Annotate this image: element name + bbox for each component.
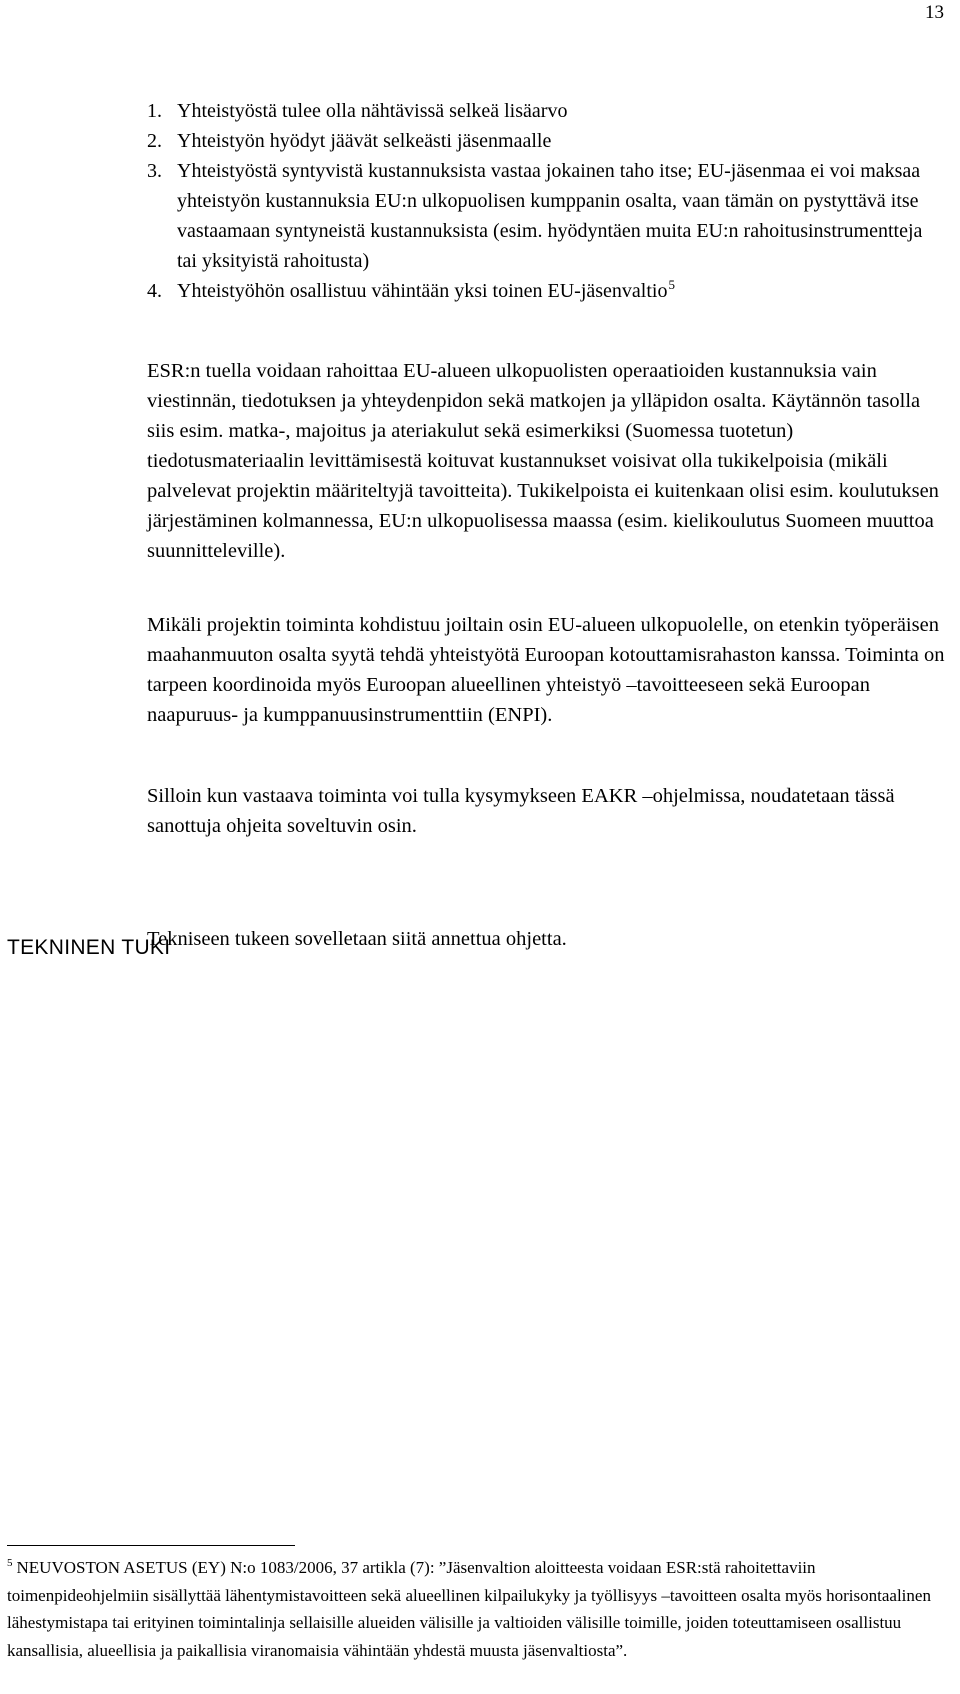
section-text: Tekniseen tukeen sovelletaan siitä annettua ohjetta. bbox=[147, 928, 567, 950]
list-item-number: 1. bbox=[147, 100, 162, 122]
list-item bbox=[147, 276, 947, 306]
footnote-marker: 5 bbox=[7, 1557, 13, 1570]
paragraph-esr-funding: ESR:n tuella voidaan rahoittaa EU-alueen ulkopuolisten operaatioiden kustannuksia vain viestinnän, tiedotuksen ja yhteydenpidon sekä matkojen ja ylläpidon osalta. Käytännön tasolla siis esim. matka-, majoitus ja ateriakulut sekä esimerkiksi (Suomessa tuotetun) tiedotusmateriaalin levittämisestä koituvat kustannukset voisivat olla tukikelpoisia (mikäli palvelevat projektin määriteltyjä tavoitteita). Tukikelpoista ei kuitenkaan olisi esim. koulutuksen järjestäminen kolmannessa, EU:n ulkopuolisessa maassa (esim. kielikoulutus Suomeen muuttoa suunnitteleville). bbox=[147, 360, 939, 562]
list-item-text: Yhteistyöstä tulee olla nähtävissä selkeä lisäarvo bbox=[177, 100, 568, 122]
list-item-number: 3. bbox=[147, 160, 162, 182]
numbered-list bbox=[147, 96, 947, 306]
list-item-text: Yhteistyöhön osallistuu vähintään yksi toinen EU-jäsenvaltio bbox=[177, 280, 668, 302]
footnote-text: NEUVOSTON ASETUS (EY) N:o 1083/2006, 37 artikla (7): ”Jäsenvaltion aloitteesta voidaan ESR:stä rahoitettaviin toimenpideohjelmiin sisällyttää lähentymistavoitteen sekä alueellinen kilpailukyky ja työllisyys –tavoitteen osalta myös horisontaalinen lähestymistapa tai erityinen toimintalinja sellaisille alueiden välisille ja valtioiden välisille toimille, joiden toteuttamiseen osallistuu kansallisia, alueellisia ja paikallisia viranomaisia vähintään yhdestä muusta jäsenvaltiosta”. bbox=[7, 1558, 931, 1660]
list-item-number: 4. bbox=[147, 280, 162, 302]
section-heading: TEKNINEN TUKI bbox=[7, 936, 171, 959]
list-item-text: Yhteistyöstä syntyvistä kustannuksista vastaa jokainen taho itse; EU-jäsenmaa ei voi maksaa yhteistyön kustannuksia EU:n ulkopuolisen kumppanin osalta, vaan tämän on pystyttävä itse vastaamaan syntyneistä kustannuksista (esim. hyödyntäen muita EU:n rahoitusinstrumentteja tai yksityistä rahoitusta) bbox=[177, 160, 923, 272]
paragraph-eakr: Silloin kun vastaava toiminta voi tulla kysymykseen EAKR –ohjelmissa, noudatetaan tässä sanottuja ohjeita soveltuvin osin. bbox=[147, 785, 895, 837]
list-item-number: 2. bbox=[147, 130, 162, 152]
list-item bbox=[147, 156, 947, 276]
footnote-reference: 5 bbox=[668, 277, 675, 293]
list-item bbox=[147, 126, 947, 156]
footnote-divider bbox=[7, 1545, 295, 1546]
page-number: 13 bbox=[925, 2, 944, 23]
paragraph-cooperation: Mikäli projektin toiminta kohdistuu joiltain osin EU-alueen ulkopuolelle, on etenkin työperäisen maahanmuuton osalta syytä tehdä yhteistyötä Euroopan kotouttamisrahaston kanssa. Toiminta on tarpeen koordinoida myös Euroopan alueellinen yhteistyö –tavoitteeseen sekä Euroopan naapuruus- ja kumppanuusinstrumenttiin (ENPI). bbox=[147, 614, 945, 726]
footnote bbox=[7, 1554, 947, 1664]
list-item bbox=[147, 96, 947, 126]
list-item-text: Yhteistyön hyödyt jäävät selkeästi jäsenmaalle bbox=[177, 130, 552, 152]
